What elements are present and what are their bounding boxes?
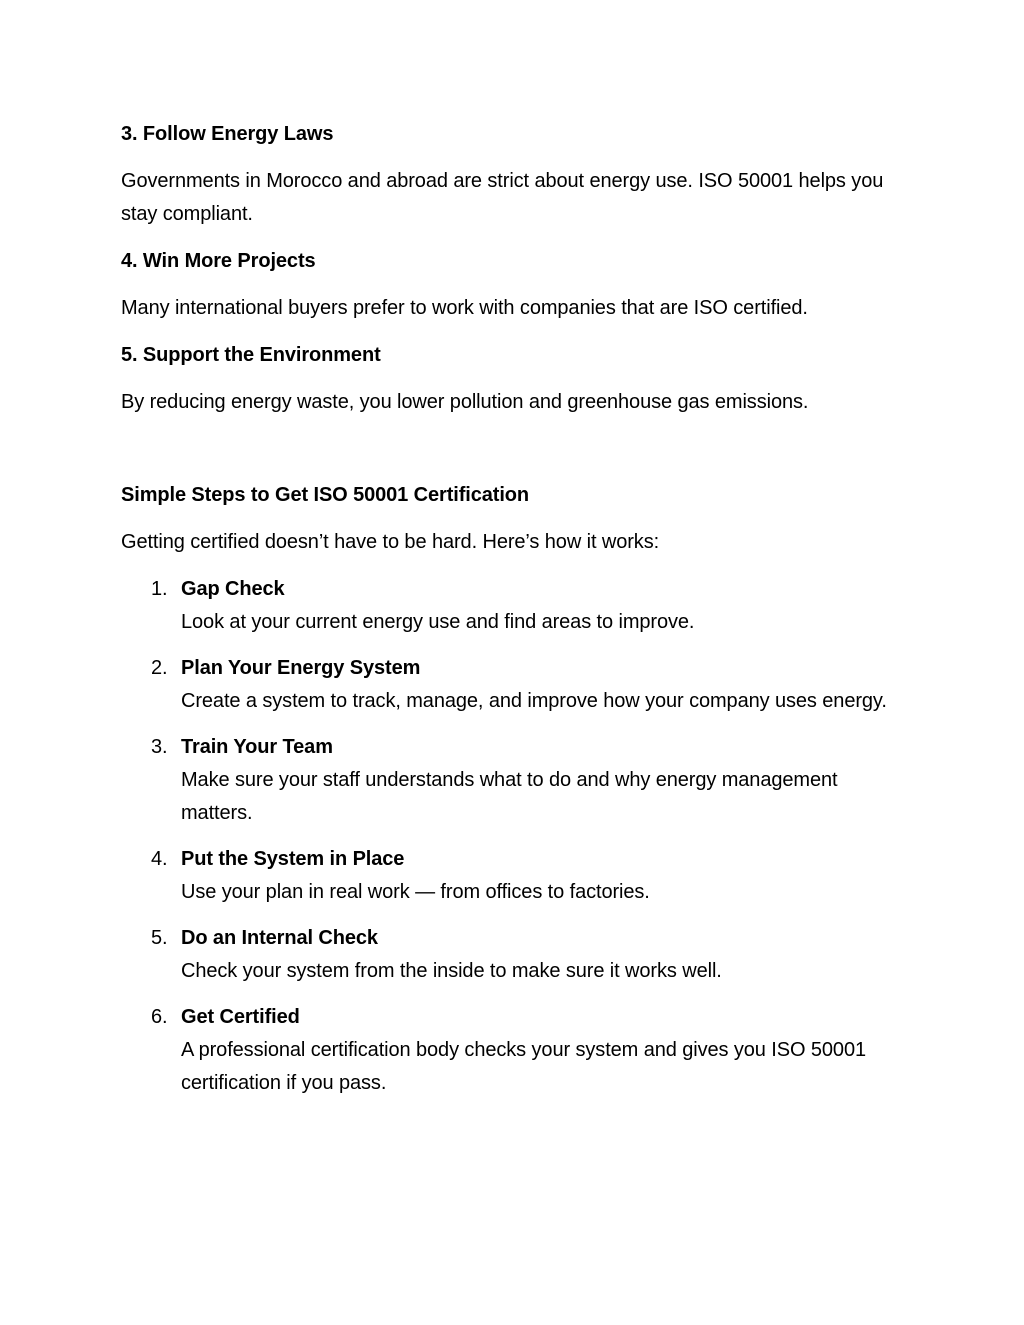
step-description: Look at your current energy use and find areas to improve. bbox=[181, 611, 695, 633]
section-body: By reducing energy waste, you lower pollution and greenhouse gas emissions. bbox=[121, 391, 809, 413]
step-title: Plan Your Energy System bbox=[181, 657, 421, 679]
step-description: Use your plan in real work — from offices to factories. bbox=[181, 881, 650, 903]
section-heading: 3. Follow Energy Laws bbox=[121, 123, 334, 145]
step-title: Get Certified bbox=[181, 1006, 300, 1028]
step-item bbox=[121, 1001, 911, 1100]
step-item bbox=[121, 652, 911, 718]
steps-list bbox=[121, 573, 911, 1100]
step-item bbox=[121, 922, 911, 988]
steps-section bbox=[121, 479, 911, 1100]
step-item bbox=[121, 843, 911, 909]
benefit-section bbox=[121, 245, 911, 325]
step-title: Train Your Team bbox=[181, 736, 333, 758]
step-number: 6. bbox=[151, 1006, 168, 1028]
section-body: Many international buyers prefer to work with companies that are ISO certified. bbox=[121, 297, 808, 319]
step-item bbox=[121, 731, 911, 830]
section-spacer bbox=[121, 433, 911, 479]
step-title: Gap Check bbox=[181, 578, 285, 600]
step-title: Put the System in Place bbox=[181, 848, 405, 870]
step-number: 3. bbox=[151, 736, 168, 758]
document-content bbox=[121, 118, 911, 1113]
step-number: 4. bbox=[151, 848, 168, 870]
step-description: Make sure your staff understands what to do and why energy management matters. bbox=[181, 769, 838, 824]
benefit-section bbox=[121, 118, 911, 231]
step-description: A professional certification body checks your system and gives you ISO 50001 certification if you pass. bbox=[181, 1039, 866, 1094]
steps-heading: Simple Steps to Get ISO 50001 Certification bbox=[121, 484, 530, 506]
section-heading: 5. Support the Environment bbox=[121, 344, 381, 366]
section-heading: 4. Win More Projects bbox=[121, 250, 316, 272]
step-number: 2. bbox=[151, 657, 168, 679]
step-description: Create a system to track, manage, and improve how your company uses energy. bbox=[181, 690, 887, 712]
section-body: Governments in Morocco and abroad are strict about energy use. ISO 50001 helps you stay compliant. bbox=[121, 170, 884, 225]
benefit-section bbox=[121, 339, 911, 419]
step-description: Check your system from the inside to make sure it works well. bbox=[181, 960, 722, 982]
step-title: Do an Internal Check bbox=[181, 927, 378, 949]
steps-intro: Getting certified doesn’t have to be hard. Here’s how it works: bbox=[121, 531, 660, 553]
step-item bbox=[121, 573, 911, 639]
step-number: 1. bbox=[151, 578, 168, 600]
step-number: 5. bbox=[151, 927, 168, 949]
